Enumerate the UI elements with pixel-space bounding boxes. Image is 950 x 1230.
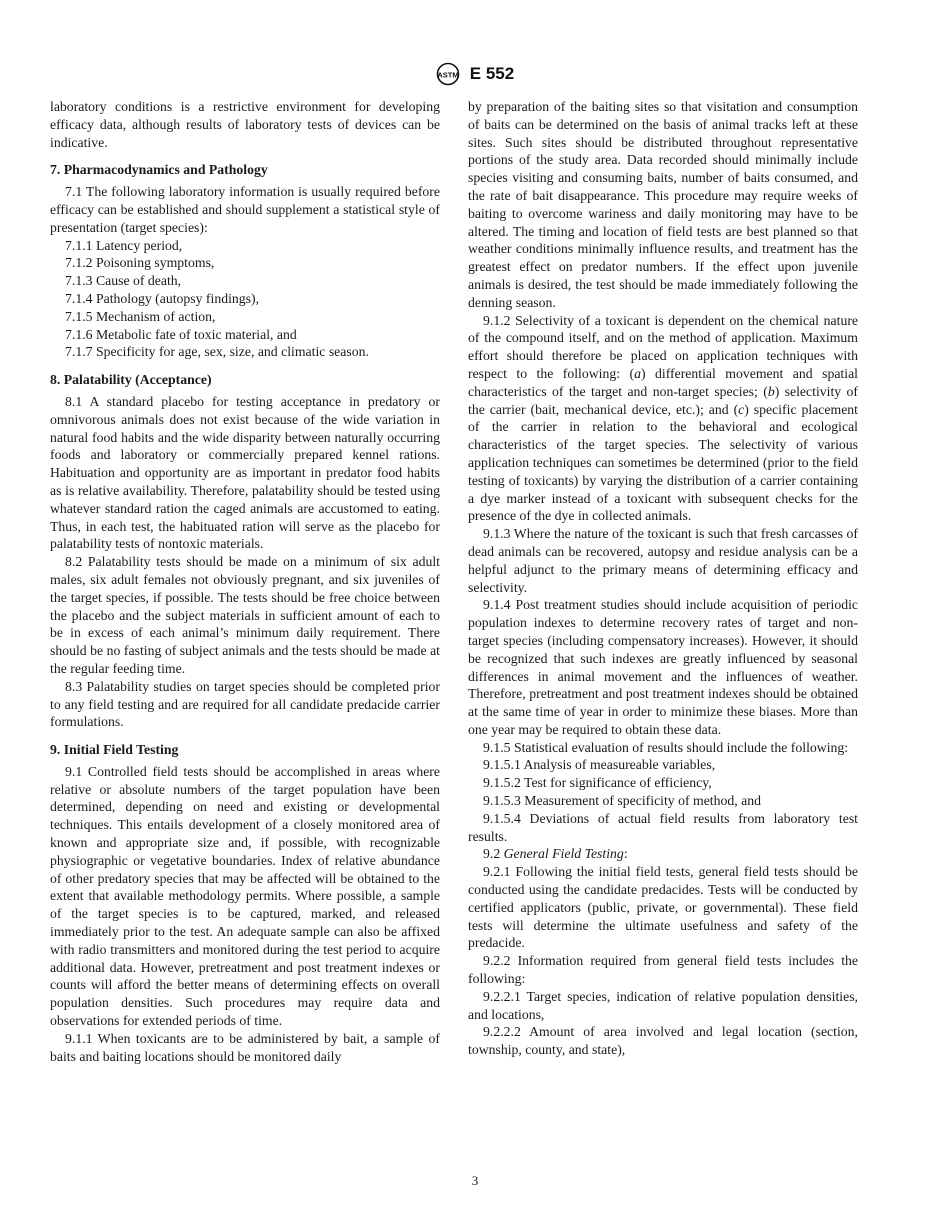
paragraph-9-2: 9.2 General Field Testing: [483, 846, 628, 862]
paragraph-8-2: 8.2 Palatability tests should be made on a minimum of six adult males, six adult females not obviously pregnant, and six juveniles of the target species, if possible. The tests should be free choice between the placebo and the subject materials in sufficient amount of each to be in excess of each animal’s minimum daily requirement. There should be no fasting of subject animals and the tests should be made at the regular feeding time. [50, 554, 440, 676]
list-item-7-1-5: 7.1.5 Mechanism of action, [65, 308, 216, 324]
list-item-7-1-7: 7.1.7 Specificity for age, sex, size, and climatic season. [65, 344, 369, 360]
letter-c: c [738, 401, 745, 417]
paragraph-7-1: 7.1 The following laboratory information is usually required before efficacy can be established and should supplement a statistical style of presentation (target species): [50, 184, 440, 235]
list-item-7-1-2: 7.1.2 Poisoning symptoms, [65, 255, 215, 271]
paragraph-continuation: laboratory conditions is a restrictive environment for developing efficacy data, although results of laboratory tests of devices can be indicative. [50, 99, 440, 150]
subsection-title: General Field Testing [503, 846, 624, 862]
list-item-9-1-5-3: 9.1.5.3 Measurement of specificity of method, and [483, 793, 761, 809]
text-run: ) selectivity of the carrier (bait, mechanical device, etc.); and ( [468, 383, 858, 417]
section-number: 9.2 [483, 846, 501, 862]
paragraph-9-1-5: 9.1.5 Statistical evaluation of results should include the following: [483, 739, 849, 755]
left-column [50, 98, 440, 1065]
section-8-heading: 8. Palatability (Acceptance) [50, 372, 212, 388]
paragraph-continuation: by preparation of the baiting sites so that visitation and consumption of baits can be determined on the basis of animal tracks left at these sites. Such sites should be distributed throughout representative portions of the study area. Data recorded should minimally include species visiting and consuming baits, number of baits consumed, and the rate of bait disappearance. This procedure may require weeks of baiting to overcome wariness and daily monitoring may have to be altered. The timing and location of field tests are best planned so that weather conditions minimally influence results, and treatment has the greatest effect on predator numbers. If the effect upon juvenile animals is desired, the test should be made immediately following the denning season. [468, 99, 858, 310]
text-run: ) differential movement and spatial characteristics of the target and non-target species; ( [468, 365, 858, 399]
letter-a: a [634, 365, 641, 381]
paragraph-9-1-3: 9.1.3 Where the nature of the toxicant is such that fresh carcasses of dead animals can be recovered, autopsy and residue analysis can be a helpful adjunct to the primary means of determining efficacy and selectivity. [468, 526, 858, 595]
list-item-9-1-5-2: 9.1.5.2 Test for significance of efficiency, [483, 775, 712, 791]
text-run: ) specific placement of the carrier in relation to the behavioral and ecological characteristics of the target species. The selectivity of various application techniques can sometimes be determined (prior to the field testing of toxicants) by varying the distribution of a carrier containing a dye marker instead of a toxicant with subsequent checks for the presence of the dye in collected animals. [468, 401, 858, 524]
paragraph-9-1-1: 9.1.1 When toxicants are to be administered by bait, a sample of baits and baiting locations should be monitored daily [50, 1030, 440, 1064]
paragraph-8-3: 8.3 Palatability studies on target species should be completed prior to any field testing and are required for all candidate predacide carrier formulations. [50, 678, 440, 730]
list-item-7-1-6: 7.1.6 Metabolic fate of toxic material, and [65, 326, 297, 342]
paragraph-9-2-2-1: 9.2.2.1 Target species, indication of relative population densities, and locations, [468, 988, 858, 1022]
paragraph-9-1-5-4: 9.1.5.4 Deviations of actual field results from laboratory test results. [468, 810, 858, 844]
astm-logo-icon [436, 62, 460, 86]
list-item-7-1-4: 7.1.4 Pathology (autopsy findings), [65, 290, 260, 306]
letter-b: b [767, 383, 775, 399]
list-item-7-1-1: 7.1.1 Latency period, [65, 237, 183, 253]
section-7-heading: 7. Pharmacodynamics and Pathology [50, 162, 268, 178]
paragraph-9-1: 9.1 Controlled field tests should be accomplished in areas where relative or absolute numbers of the target population have been determined, depending on need and existing or developmental techniques. This entails development of a closely monitored area of known and appropriate size and, if possible, with recognizable physiographic or vegetative boundaries. Index of relative abundance of other predatory species that may be affected will be obtained to the extent that available methodology permits. Where possible, a sample of the target species is to be captured, marked, and released immediately prior to the test. An adequate sample can also be affixed with radio transmitters and monitored during the test period to acquire additional data. However, pretreatment and post treatment indexes or counts will afford the better means of determining effects on overall population densities. Such procedures may require data and observations for extended periods of time. [50, 763, 440, 1029]
page-header [0, 62, 950, 88]
page-number: 3 [471, 1173, 479, 1188]
list-item-9-1-5-1: 9.1.5.1 Analysis of measureable variables, [483, 757, 716, 773]
paragraph-8-1: 8.1 A standard placebo for testing acceptance in predatory or omnivorous animals does not exist because of the wide variation in natural food habits and the wide disparity between naturally occurring foods and laboratory or commercially prepared kennel rations. Habituation and opportunity are as important in predator food habits as is relative availability. Therefore, palatability should be tested using whatever standard ration the caged animals are accustomed to eating. Thus, in each test, the habituated ration will serve as the placebo for palatability tests of nontoxic materials. [50, 393, 440, 552]
paragraph-9-2-2-2: 9.2.2.2 Amount of area involved and legal location (section, township, county, and state), [468, 1024, 858, 1058]
standard-number: E 552 [469, 64, 515, 83]
paragraph-9-1-2 [468, 312, 858, 526]
list-item-7-1-3: 7.1.3 Cause of death, [65, 273, 182, 289]
svg-text:ASTM: ASTM [437, 70, 459, 80]
right-column [468, 98, 858, 1059]
paragraph-9-2-2: 9.2.2 Information required from general field tests includes the following: [468, 953, 858, 987]
section-9-heading: 9. Initial Field Testing [50, 742, 179, 758]
paragraph-9-1-4: 9.1.4 Post treatment studies should include acquisition of periodic population indexes to determine recovery rates of target and non-target species (including compensatory increases). However, it should be recognized that such indexes are greatly influenced by seasonal differences in animal movement and the influences of weather. Therefore, pretreatment and post treatment indexes should be obtained at the same time of year in order to minimize these biases. More than one year may be required to obtain these data. [468, 597, 858, 737]
paragraph-9-2-1: 9.2.1 Following the initial field tests, general field tests should be conducted using the candidate predacides. Tests will be conducted by certified applicators (public, private, or governmental). These field tests will determine the ultimate usefulness and safety of the predacide. [468, 864, 858, 951]
text-run: 9.1.2 Selectivity of a toxicant is dependent on the chemical nature of the compound itself, and on the method of application. Maximum effort should therefore be placed on application techniques with respect to the following: ( [468, 312, 858, 381]
